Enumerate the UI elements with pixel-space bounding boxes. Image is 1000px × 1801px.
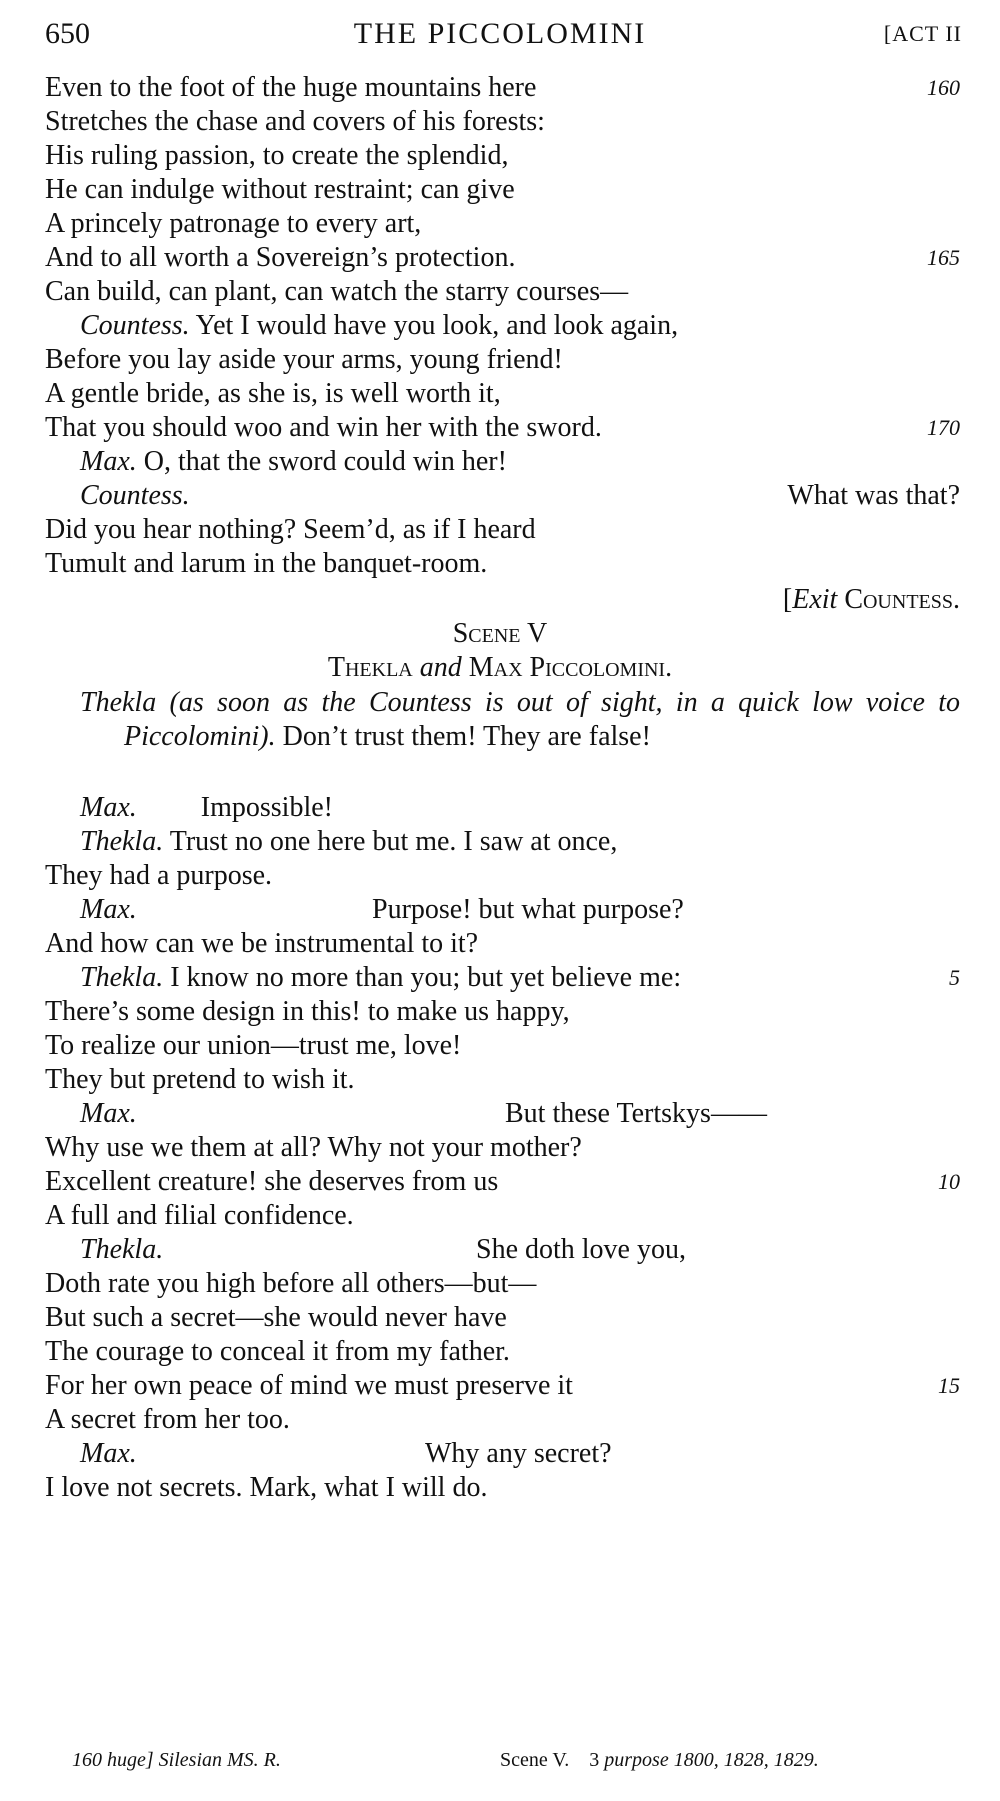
- speech-text: But these Tertskys——: [505, 1098, 767, 1129]
- verse-line: Even to the foot of the huge mountains here: [45, 72, 537, 103]
- speech-text: Purpose! but what purpose?: [372, 894, 684, 925]
- speech-line: [80, 824, 617, 860]
- footnote-line-ref: 160 huge]: [72, 1749, 154, 1771]
- verse-line: And to all worth a Sovereign’s protection.: [45, 242, 516, 273]
- verse-line: They had a purpose.: [45, 860, 273, 891]
- speech-line: [80, 444, 507, 480]
- verse-line: A secret from her too.: [45, 1404, 290, 1435]
- speech-text: Impossible!: [200, 792, 333, 823]
- verse-line: A princely patronage to every art,: [45, 208, 422, 239]
- stage-direction: [80, 686, 960, 754]
- speaker-name: Max.: [80, 1438, 137, 1469]
- speaker-name: Thekla.: [80, 1234, 164, 1265]
- speaker-name: Thekla.: [80, 962, 164, 993]
- speaker-name: Thekla: [80, 687, 157, 718]
- character-max: Max Piccolomini.: [468, 652, 673, 683]
- verse-line: For her own peace of mind we must preserve it: [45, 1370, 573, 1401]
- speaker-name: Countess.: [80, 310, 190, 341]
- verse-line: But such a secret—she would never have: [45, 1302, 507, 1333]
- line-number: 10: [938, 1169, 960, 1194]
- line-number: 165: [927, 245, 960, 270]
- scene-heading: Scene V: [452, 618, 548, 649]
- speech-text: What was that?: [787, 480, 960, 511]
- speech-text: She doth love you,: [476, 1234, 686, 1265]
- speaker-name: Max.: [80, 446, 137, 477]
- direction-text: (as soon as the Countess is out of sight, in a quick low voice to Piccolomini).: [124, 687, 961, 752]
- footnote-line-ref: 3: [589, 1749, 600, 1771]
- verse-line: A gentle bride, as she is, is well worth it,: [45, 378, 501, 409]
- verse-line: Stretches the chase and covers of his forests:: [45, 106, 545, 137]
- speech-line: [80, 960, 681, 996]
- footnote-2: [500, 1745, 819, 1775]
- line-number: 5: [949, 965, 960, 990]
- verse-line: Excellent creature! she deserves from us: [45, 1166, 499, 1197]
- line-number: 15: [938, 1373, 960, 1398]
- speaker-name: Max.: [80, 792, 137, 823]
- speech-text: Yet I would have you look, and look again,: [195, 310, 679, 341]
- verse-line: Did you hear nothing? Seem’d, as if I heard: [45, 514, 536, 545]
- speaker-name: Max.: [80, 894, 137, 925]
- verse-line: Before you lay aside your arms, young friend!: [45, 344, 563, 375]
- footnote-source: Silesian MS. R.: [158, 1749, 281, 1771]
- speech-line: [80, 790, 333, 826]
- speech-line: [80, 308, 678, 344]
- exit-direction: [Exit Countess.: [782, 584, 960, 615]
- verse-line: Doth rate you high before all others—but—: [45, 1268, 537, 1299]
- speech-text: Trust no one here but me. I saw at once,: [169, 826, 618, 857]
- speech-text: Why any secret?: [425, 1438, 612, 1469]
- speech-text: O, that the sword could win her!: [143, 446, 507, 477]
- exit-verb: Exit: [792, 584, 838, 615]
- speech-text: I know no more than you; but yet believe me:: [170, 962, 682, 993]
- persons-conjunction: and: [419, 652, 462, 683]
- verse-line: Tumult and larum in the banquet-room.: [45, 548, 488, 579]
- speaker-name: Countess.: [80, 480, 190, 511]
- footnote-1: [72, 1745, 281, 1775]
- line-number: 170: [927, 415, 960, 440]
- character-thekla: Thekla: [327, 652, 413, 683]
- line-number: 160: [927, 75, 960, 100]
- verse-line: His ruling passion, to create the splendid,: [45, 140, 509, 171]
- verse-line: I love not secrets. Mark, what I will do.: [45, 1472, 488, 1503]
- footnote-text: purpose 1800, 1828, 1829.: [604, 1749, 819, 1771]
- verse-line: Can build, can plant, can watch the starry courses—: [45, 276, 629, 307]
- verse-line: Why use we them at all? Why not your mother?: [45, 1132, 582, 1163]
- speaker-name: Thekla.: [80, 826, 164, 857]
- running-title: THE PICCOLOMINI: [353, 17, 647, 50]
- verse-line: And how can we be instrumental to it?: [45, 928, 479, 959]
- verse-line: That you should woo and win her with the sword.: [45, 412, 602, 443]
- verse-line: The courage to conceal it from my father.: [45, 1336, 510, 1367]
- exit-character: Countess.: [844, 584, 960, 615]
- footnote-scene: Scene V.: [500, 1749, 570, 1771]
- verse-line: They but pretend to wish it.: [45, 1064, 355, 1095]
- verse-line: A full and filial confidence.: [45, 1200, 354, 1231]
- verse-line: He can indulge without restraint; can give: [45, 174, 515, 205]
- scene-persons: [0, 650, 1000, 686]
- speaker-name: Max.: [80, 1098, 137, 1129]
- page-number: 650: [45, 17, 90, 50]
- speech-text: Don’t trust them! They are false!: [282, 721, 651, 752]
- verse-line: There’s some design in this! to make us happy,: [45, 996, 570, 1027]
- verse-line: To realize our union—trust me, love!: [45, 1030, 462, 1061]
- act-marker: [ACT II: [883, 21, 962, 46]
